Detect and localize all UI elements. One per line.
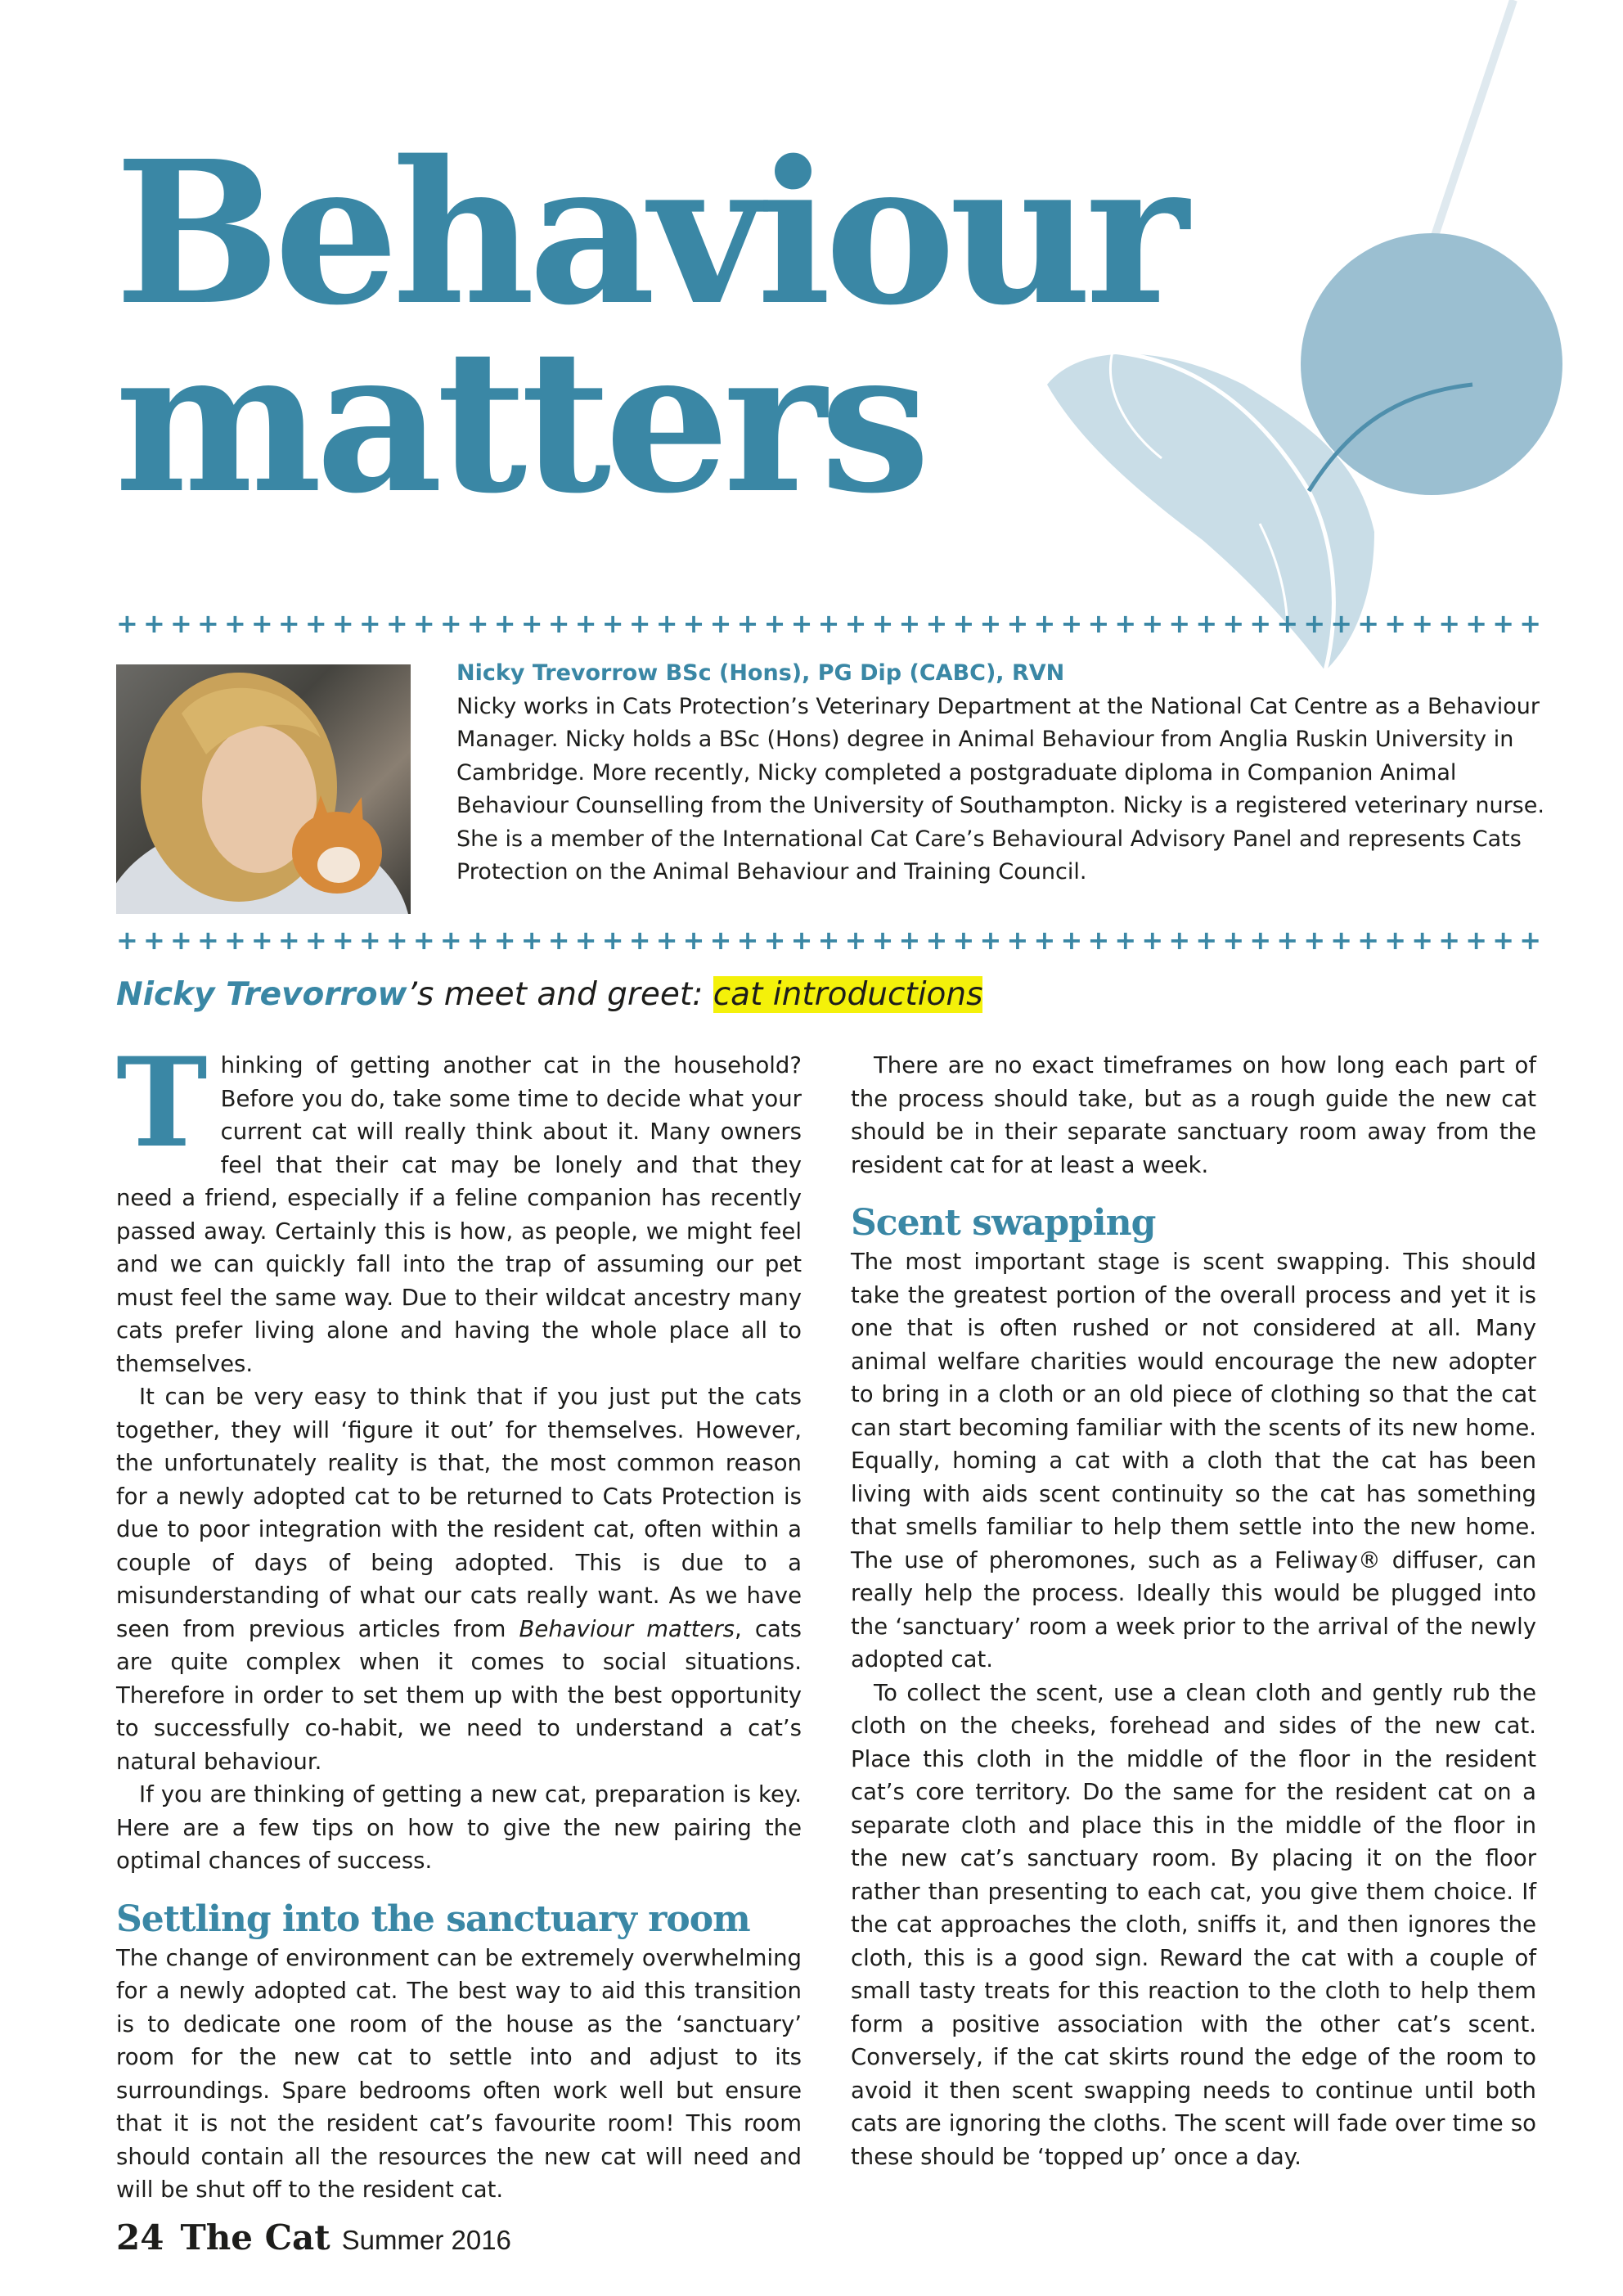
heading-sanctuary-room: Settling into the sanctuary room [116,1898,750,1940]
subtitle-middle: ’s meet and greet: [407,976,713,1013]
drop-cap: T [116,1031,208,1175]
issue-date: Summer 2016 [341,2225,511,2255]
paragraph-sanctuary-room: The change of environment can be extremely overwhelming for a newly adopted cat. The best way to aid this transition is to dedicate one room of the house as the ‘sanctuary’ room for the new cat to settle into and adjust to its surroundings. Spare bedrooms often work well but ensure that it is not the resident cat’s favourite room! This room should contain all the resources the new cat will need and will be shut off to the resident cat. [116,1944,802,2203]
divider-top: + + + + + + + + + + + + + + + + + + + + + + + + + + + + + + + + + + + + + + + + + + + + + + + + + + + + + [116,612,1541,635]
author-bio-text: Nicky works in Cats Protection’s Veterinary Department at the National Cat Centre as a Behaviour Manager. Nicky holds a BSc (Hons) degree in Animal Behaviour from Anglia Ruskin University in Cambridge. More recently, Nicky completed a postgraduate diploma in Companion Animal Behaviour Counselling from the University of Southampton. Nicky is a registered veterinary nurse. She is a member of the International Cat Care’s Behavioural Advisory Panel and represents Cats Protection on the Animal Behaviour and Training Council. [456,693,1544,885]
subtitle-author: Nicky Trevorrow [116,976,407,1013]
paragraph-scent-swapping: The most important stage is scent swapping. This should take the greatest portion of the overall process and yet it is one that is often rushed or not considered at all. Many animal welfare charities would encourage the new adopter to bring in a cloth or an old piece of clothing so that the cat can start becoming familiar with the scents of its new home. Equally, homing a cat with a cloth that the cat has been living with aids scent continuity so the cat has something that smells familiar to help them settle into the new home. The use of pheromones, such as a Feliway® diffuser, can really help the process. Ideally this would be plugged into the ‘sanctuary’ room a week prior to the arrival of the newly adopted cat. [851,1249,1536,1672]
magazine-name: The Cat [180,2217,330,2258]
page-footer [116,2217,511,2258]
ball-icon [1301,233,1562,495]
intro-paragraph: hinking of getting another cat in the household? Before you do, take some time to decide what your current cat will really think about it. Many owners feel that their cat may be lonely and that they need a friend, especially if a feline companion has recently passed away. Certainly this is how, as people, we might feel and we can quickly fall into the trap of assuming our pet must feel the same way. Due to their wildcat ancestry many cats prefer living alone and having the whole place all to themselves. [116,1052,802,1377]
title-line-1: Behaviour [115,118,1183,349]
divider-bottom: + + + + + + + + + + + + + + + + + + + + + + + + + + + + + + + + + + + + + + + + + + + + + + + + + + + + + [116,929,1541,952]
paragraph-figure-it-out: It can be very easy to think that if you just put the cats together, they will ‘figure it out’ for themselves. However, the unfortunately reality is that, the most common reason for a newly adopted cat to be returned to Cats Protection is due to poor integration with the resident cat, often within a couple of days of being adopted. This is due to a misunderstanding of what our cats really want. As we have seen from previous articles from Behaviour matters, cats are quite complex when it comes to social situations. Therefore in order to set them up with the best opportunity to successfully co-habit, we need to understand a cat’s natural behaviour. [116,1384,802,1775]
toy-string [1423,0,1513,270]
author-name: Nicky Trevorrow BSc (Hons), PG Dip (CABC), RVN [456,660,1065,686]
title-line-2: matters [115,306,924,537]
page-number: 24 [116,2217,164,2258]
right-column [851,1049,1536,2173]
author-bio [456,657,1544,889]
paragraph-timeframes: There are no exact timeframes on how long each part of the process should take, but as a rough guide the new cat should be in their separate sanctuary room away from the resident cat for at least a week. [851,1052,1536,1178]
left-column [116,1031,802,2207]
publication-ref: Behaviour matters [519,1615,735,1642]
article-subtitle [116,976,982,1013]
heading-scent-swapping: Scent swapping [851,1202,1156,1244]
page-title [115,118,1183,537]
paragraph-preparation: If you are thinking of getting a new cat, preparation is key. Here are a few tips on how to give the new pairing the optimal chances of success. [116,1781,802,1874]
author-photo [116,664,411,914]
subtitle-highlight: cat introductions [713,976,983,1013]
paragraph-collect-scent: To collect the scent, use a clean cloth and gently rub the cloth on the cheeks, forehead and sides of the new cat. Place this cloth in the middle of the floor in the resident cat’s core territory. Do the same for the resident cat on a separate cloth and place this in the middle of the floor in the new cat’s sanctuary room. By placing it on the floor rather than presenting to each cat, you give them choice. If the cat approaches the cloth, sniffs it, and then ignores the cloth, this is a good sign. Reward the cat with a couple of small tasty treats for this reaction to the cloth to help them form a positive association with the other cat’s scent. Conversely, if the cat skirts round the edge of the room to avoid it then scent swapping needs to continue until both cats are ignoring the cloths. The scent will fade over time so these should be ‘topped up’ once a day. [851,1679,1536,2170]
